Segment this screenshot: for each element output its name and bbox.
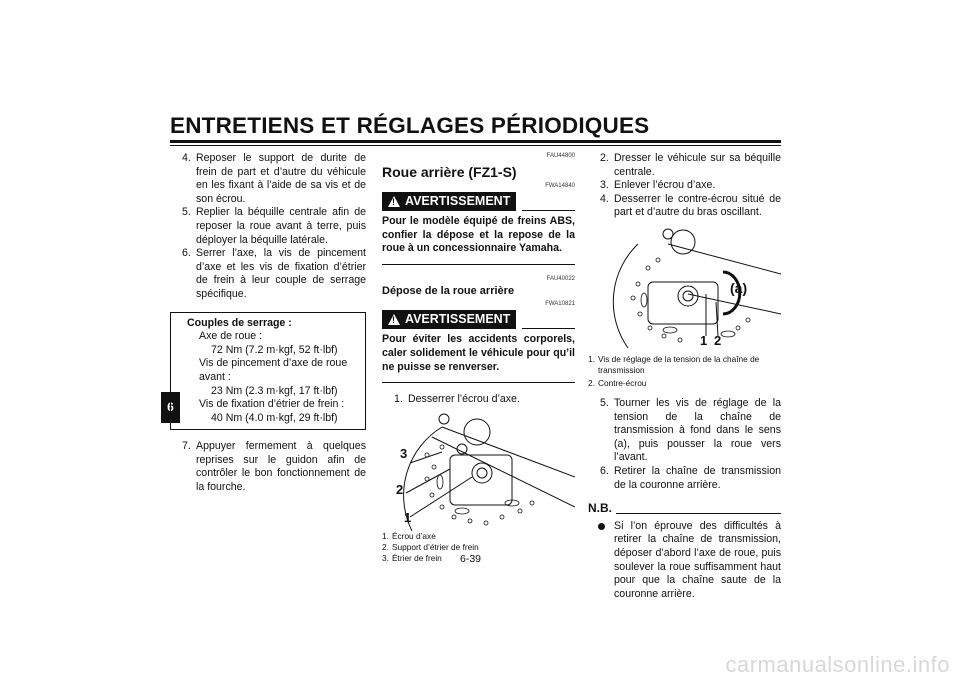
column-1 (170, 152, 366, 495)
title-rule-thin (170, 145, 781, 146)
step-5: 5. Replier la béquille centrale afin de reposer la roue avant à terre, puis déployer la béquille latérale. (182, 206, 366, 246)
step-3: 3. Enlever l’écrou d’axe. (600, 179, 716, 192)
page-title: ENTRETIENS ET RÉGLAGES PÉRIODIQUES (170, 113, 650, 138)
torque-title: Couples de serrage : (187, 316, 292, 329)
ref-code: FWA14840 (545, 183, 575, 189)
torque-value: 23 Nm (2.3 m·kgf, 17 ft·lbf) (211, 384, 338, 397)
ref-code: FAU40022 (546, 275, 575, 282)
step-6: 6. Retirer la chaîne de transmission de la couronne arrière. (600, 464, 781, 491)
torque-box (170, 312, 366, 431)
chapter-tab: 6 (161, 392, 180, 423)
warning-text: Pour éviter les accidents corporels, caler solidement le véhicule pour qu’il ne puisse se renverser. (382, 333, 575, 373)
warning-triangle-icon: ! (388, 314, 400, 325)
figure-captions: 1. Vis de réglage de la tension de la chaîne de transmission 2. Contre-écrou (588, 353, 760, 388)
torque-value: 72 Nm (7.2 m·kgf, 52 ft·lbf) (211, 343, 338, 356)
bullet-icon (598, 523, 605, 530)
figure-label: (a) (730, 279, 748, 296)
subheading: Dépose de la roue arrière (382, 284, 515, 297)
torque-label: Vis de fixation d’étrier de frein : (199, 398, 345, 411)
figure-label: 1 (700, 332, 708, 348)
step-4: 4. Reposer le support de durite de frein de part et d’autre du véhicule en les fixant à l’aide de sa vis et de son écrou. (182, 152, 366, 205)
torque-label: Vis de pincement d’axe de roue avant : (199, 357, 348, 383)
section-heading: Roue arrière (FZ1-S) (382, 164, 517, 180)
warning-text: Pour le modèle équipé de freins ABS, confier la dépose et la repose de la roue à un concessionnaire Yamaha. (382, 215, 575, 255)
figure-label: 2 (714, 332, 722, 348)
step-2: 2. Dresser le véhicule sur sa béquille centrale. (600, 152, 781, 178)
step-6: 6. Serrer l’axe, la vis de pincement d’axe et les vis de fixation d’étrier de frein à leur couple de serrage spécifique. (182, 247, 366, 300)
note-header: N.B. (588, 502, 781, 516)
column-3 (588, 152, 781, 601)
column-2 (382, 152, 575, 564)
ref-code: FWA10821 (545, 301, 575, 308)
figure-label: 1 (404, 509, 412, 525)
step-1: 1. Desserrer l’écrou d’axe. (394, 393, 520, 406)
figure-label: 2 (396, 481, 404, 497)
torque-value: 40 Nm (4.0 m·kgf, 29 ft·lbf) (211, 411, 338, 424)
warning-header: ! AVERTISSEMENT (382, 192, 575, 211)
watermark: carmanualsonline.info (725, 652, 950, 678)
figure-axle-nut (382, 407, 575, 531)
torque-label: Axe de roue : (199, 330, 263, 343)
ref-code: FAU44800 (546, 153, 575, 159)
step-4: 4. Desserrer le contre-écrou situé de part et d’autre du bras oscillant. (600, 192, 781, 219)
title-rule (170, 140, 781, 143)
figure-chain-adjuster (588, 224, 781, 348)
figure-label: 3 (400, 445, 408, 461)
note-bullet: Si l’on éprouve des difficultés à retirer la chaîne de transmission, déposer d’abord l’axe de roue, puis soulever la roue suffisamment haut pour que la chaîne saute de la couronne arrière. (588, 520, 781, 602)
warning-triangle-icon: ! (388, 196, 400, 207)
warning-header: ! AVERTISSEMENT (382, 310, 575, 329)
step-7: 7. Appuyer fermement à quelques reprises sur le guidon afin de contrôler le bon fonctionnement de la fourche. (182, 440, 366, 494)
step-5: 5. Tourner les vis de réglage de la tension de la chaîne de transmission à fond dans le sens (a), puis pousser la roue vers l’avant. (600, 396, 781, 464)
figure-captions: 1. Écrou d’axe 2. Support d’étrier de frein 3. Étrier de frein (382, 530, 479, 563)
page-number: 6-39 (460, 553, 482, 565)
